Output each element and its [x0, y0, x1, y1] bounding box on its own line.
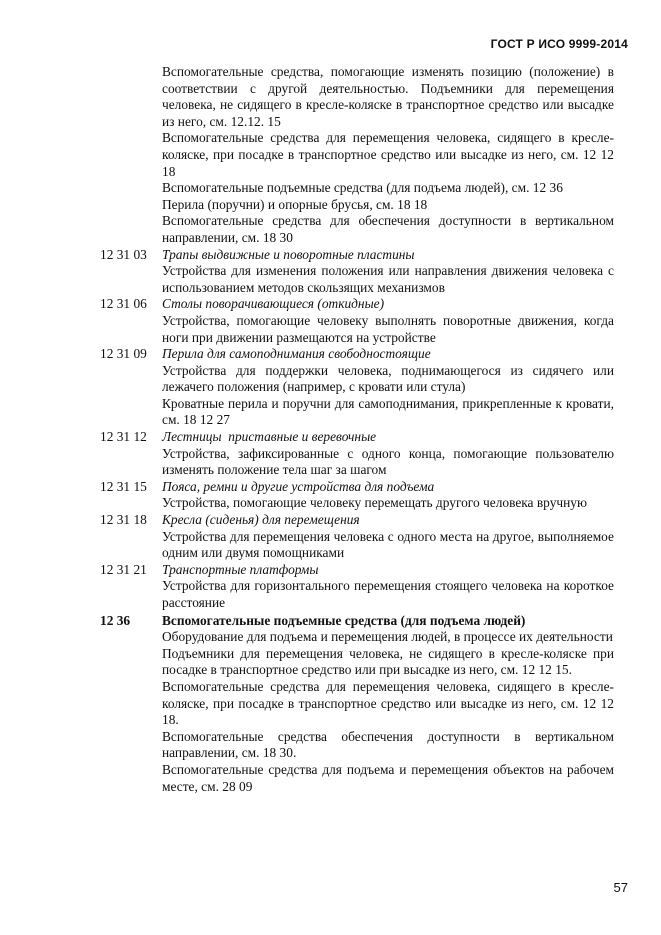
entry-12-31-06	[0, 296, 661, 346]
entry-paragraph: Кроватные перила и поручни для самоподнимания, прикрепленные к кровати, см. 18 12 27	[162, 395, 614, 428]
entry-paragraph: Устройства для поддержки человека, поднимающегося из сидячего или лежачего положения (например, с кровати или стула)	[162, 362, 614, 395]
intro-paragraph: Перила (поручни) и опорные брусья, см. 18 18	[162, 196, 428, 212]
section-paragraph: Оборудование для подъема и перемещения людей, в процессе их деятельности	[162, 629, 613, 645]
entry-12-31-21	[0, 562, 661, 612]
document-body	[0, 64, 661, 795]
entry-code: 12 31 18	[100, 512, 147, 528]
entry-code: 12 31 09	[100, 346, 147, 362]
entry-paragraph: Устройства, помогающие человеку выполнять поворотные движения, когда ноги при движении размещаются на устройстве	[162, 312, 614, 345]
section-paragraph: Вспомогательные средства для перемещения человека, сидящего в кресле-коляске, при посадке в транспортное средство или высадке из него, см. 12 12 18.	[162, 678, 614, 728]
intro-paragraph: Вспомогательные подъемные средства (для подъема людей), см. 12 36	[162, 180, 563, 196]
section-paragraph: Вспомогательные средства обеспечения доступности в вертикальном направлении, см. 18 30.	[162, 728, 614, 761]
entry-code: 12 31 12	[100, 429, 147, 445]
section-code: 12 36	[100, 612, 131, 628]
entry-12-31-18	[0, 512, 661, 562]
entry-paragraph: Устройства для изменения положения или направления движения человека с использованием методов скользящих механизмов	[162, 263, 614, 295]
intro-paragraph: Вспомогательные средства для обеспечения доступности в вертикальном направлении, см. 18 30	[162, 213, 614, 245]
section-paragraph: Подъемники для перемещения человека, не сидящего в кресле-коляске при посадке в транспортное средство или при высадке из него, см. 12 12 15.	[162, 645, 614, 678]
entry-12-31-12	[0, 429, 661, 479]
page-number: 57	[613, 880, 628, 895]
intro-paragraphs	[0, 64, 661, 247]
entry-paragraph: Устройства для горизонтального перемещения стоящего человека на короткое расстояние	[162, 578, 614, 610]
entry-code: 12 31 21	[100, 561, 147, 577]
entry-code: 12 31 03	[100, 246, 147, 262]
entry-paragraph: Устройства, зафиксированные с одного конца, помогающие пользователю изменять положение тела шаг за шагом	[162, 445, 614, 478]
entry-code: 12 31 06	[100, 296, 147, 312]
entry-12-31-09	[0, 346, 661, 429]
section-paragraph: Вспомогательные средства для подъема и перемещения объектов на рабочем месте, см. 28 09	[162, 761, 614, 794]
entry-title: Пояса, ремни и другие устройства для подъема	[162, 478, 435, 494]
section-12-36	[0, 613, 661, 796]
entry-code: 12 31 15	[100, 478, 147, 494]
intro-paragraph: Вспомогательные средства для перемещения человека, сидящего в кресле-коляске, при посадке в транспортное средство или высадке из него, см. 12 12 18	[162, 130, 614, 179]
entry-paragraph: Устройства для перемещения человека с одного места на другое, выполняемое одним или двумя помощниками	[162, 528, 614, 561]
entry-title: Лестницы приставные и веревочные	[162, 429, 377, 445]
entry-paragraph: Устройства, помогающие человеку перемещать другого человека вручную	[162, 495, 587, 511]
entry-title: Трапы выдвижные и поворотные пластины	[162, 246, 415, 262]
entry-12-31-03	[0, 247, 661, 297]
entry-title: Кресла (сиденья) для перемещения	[162, 512, 360, 528]
entry-title: Перила для самоподнимания свободностоящие	[162, 346, 431, 362]
intro-paragraph: Вспомогательные средства, помогающие изменять позицию (положение) в соответствии с другой деятельностью. Подъемники для перемещения человека, не сидящего в кресле-коляске в транспортное средство или высадке из него, см. 12.12. 15	[162, 64, 614, 129]
section-title: Вспомогательные подъемные средства (для подъема людей)	[162, 612, 526, 628]
entry-title: Транспортные платформы	[162, 561, 319, 577]
entry-12-31-15	[0, 479, 661, 512]
document-header: ГОСТ Р ИСО 9999-2014	[490, 37, 628, 51]
entry-title: Столы поворачивающиеся (откидные)	[162, 296, 385, 312]
